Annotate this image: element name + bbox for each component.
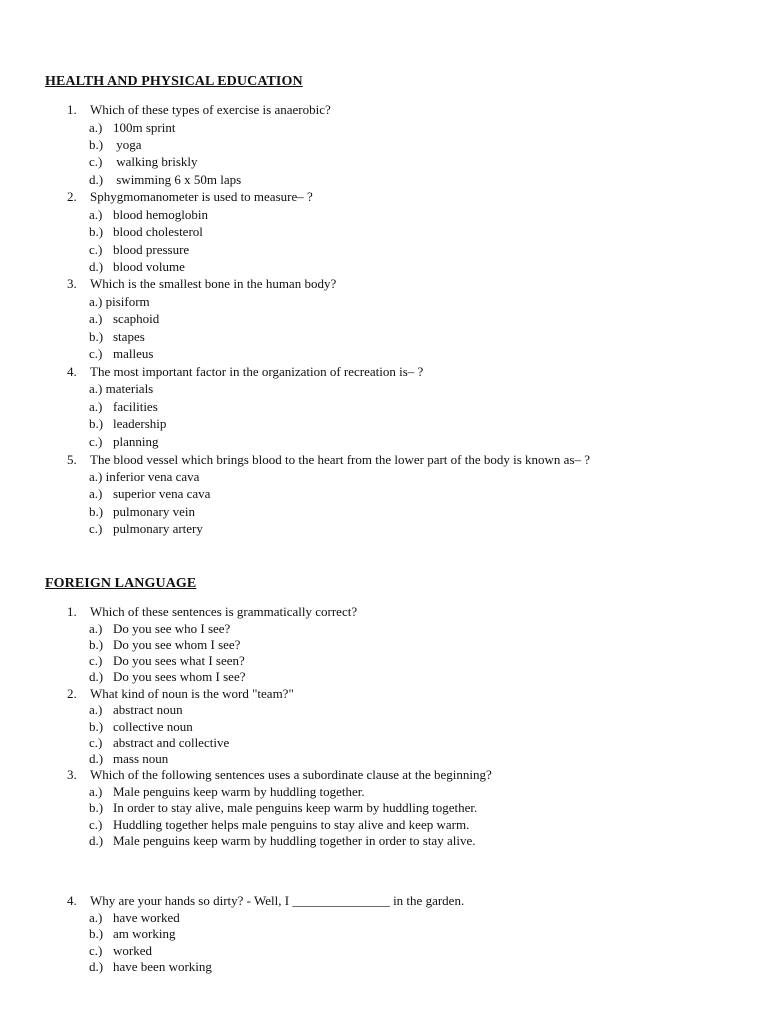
question-number: 4. [67,893,77,908]
option-letter: b.) [89,224,104,239]
option-letter: a.) [89,486,103,501]
option-text: abstract and collective [113,735,230,750]
question-text: What kind of noun is the word "team?" [90,686,294,701]
option-text: worked [113,943,152,958]
option-text: pulmonary vein [113,504,195,519]
option-letter: c.) [89,735,103,750]
section-heading-health: HEALTH AND PHYSICAL EDUCATION [45,74,303,89]
option-lead: a.) inferior vena cava [89,469,200,484]
option-lead: a.) materials [89,381,154,396]
option-letter: b.) [89,719,104,734]
option-text: blood hemoglobin [113,207,208,222]
option-letter: a.) [89,621,103,636]
option-letter: b.) [89,137,104,152]
option-text: walking briskly [113,154,198,169]
option-letter: d.) [89,259,104,274]
option-text: Huddling together helps male penguins to stay alive and keep warm. [113,817,470,832]
question-number: 3. [67,276,77,291]
question-number: 4. [67,364,77,379]
option-letter: b.) [89,504,104,519]
option-letter: d.) [89,669,104,684]
section-heading-foreign-language: FOREIGN LANGUAGE [45,576,197,591]
question-number: 1. [67,102,77,117]
option-text: am working [113,926,176,941]
option-text: Male penguins keep warm by huddling together in order to stay alive. [113,833,476,848]
option-letter: d.) [89,833,104,848]
option-text: have worked [113,910,180,925]
option-text: Do you sees whom I see? [113,669,246,684]
option-letter: c.) [89,346,103,361]
question-number: 2. [67,189,77,204]
option-letter: c.) [89,154,103,169]
question-number: 1. [67,604,77,619]
option-letter: d.) [89,959,104,974]
option-letter: a.) [89,702,103,717]
option-text: pulmonary artery [113,521,203,536]
option-letter: b.) [89,800,104,815]
option-letter: a.) [89,910,103,925]
option-text: leadership [113,416,167,431]
question-text: Which of these types of exercise is anaerobic? [90,102,331,117]
question-text: Sphygmomanometer is used to measure– ? [90,189,313,204]
option-letter: b.) [89,637,104,652]
option-letter: a.) [89,399,103,414]
option-text: stapes [113,329,145,344]
option-text: blood cholesterol [113,224,203,239]
option-text: Do you sees what I seen? [113,653,245,668]
option-text: Do you see whom I see? [113,637,241,652]
option-letter: b.) [89,926,104,941]
option-letter: c.) [89,943,103,958]
option-text: 100m sprint [113,120,176,135]
question-text: The most important factor in the organization of recreation is– ? [90,364,424,379]
option-letter: a.) [89,207,103,222]
option-text: Male penguins keep warm by huddling together. [113,784,365,799]
option-letter: d.) [89,751,104,766]
option-letter: b.) [89,416,104,431]
option-text: Do you see who I see? [113,621,231,636]
option-text: blood volume [113,259,185,274]
option-letter: c.) [89,521,103,536]
option-lead: a.) pisiform [89,294,150,309]
option-text: In order to stay alive, male penguins keep warm by huddling together. [113,800,478,815]
option-text: mass noun [113,751,169,766]
option-letter: a.) [89,784,103,799]
question-text: The blood vessel which brings blood to the heart from the lower part of the body is known as– ? [90,452,591,467]
option-letter: a.) [89,120,103,135]
option-text: scaphoid [113,311,160,326]
option-letter: a.) [89,311,103,326]
question-number: 3. [67,767,77,782]
option-text: have been working [113,959,212,974]
option-text: abstract noun [113,702,183,717]
option-text: superior vena cava [113,486,211,501]
option-text: malleus [113,346,154,361]
question-text: Which is the smallest bone in the human body? [90,276,337,291]
option-letter: c.) [89,242,103,257]
option-text: facilities [113,399,158,414]
option-text: collective noun [113,719,193,734]
option-text: blood pressure [113,242,190,257]
option-text: yoga [113,137,142,152]
option-letter: c.) [89,817,103,832]
option-text: planning [113,434,159,449]
question-number: 2. [67,686,77,701]
question-number: 5. [67,452,77,467]
option-letter: b.) [89,329,104,344]
option-text: swimming 6 x 50m laps [113,172,242,187]
question-text: Which of these sentences is grammatically correct? [90,604,358,619]
option-letter: d.) [89,172,104,187]
question-text: Why are your hands so dirty? - Well, I _______________ in the garden. [90,893,465,908]
option-letter: c.) [89,653,103,668]
option-letter: c.) [89,434,103,449]
question-text: Which of the following sentences uses a subordinate clause at the beginning? [90,767,492,782]
